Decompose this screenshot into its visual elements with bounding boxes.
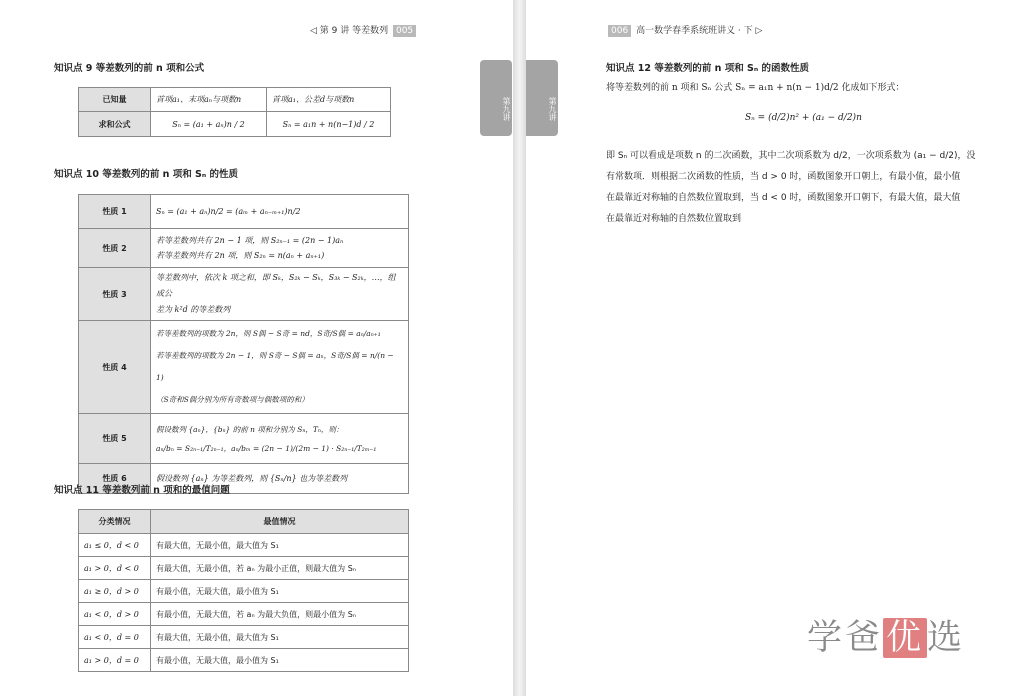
- kp9-table: [78, 87, 391, 137]
- kp10-title: 知识点 10 等差数列的前 n 项和 Sₙ 的性质: [54, 169, 238, 180]
- left-page-header: [310, 23, 418, 37]
- watermark-text: 选: [927, 618, 966, 658]
- kp10-line: （S奇和S偶分别为所有奇数项与偶数项的和）: [156, 395, 309, 404]
- kp12-line: 在最靠近对称轴的自然数位置取到，当 d < 0 时，函数图象开口朝下，有最大值，最大值: [606, 193, 961, 203]
- kp11-head-case: 分类情况: [79, 510, 151, 534]
- left-page-number: 005: [393, 25, 416, 37]
- table-row: [79, 626, 409, 649]
- kp10-label: 性质 3: [79, 268, 151, 321]
- kp10-label: 性质 5: [79, 414, 151, 464]
- table-row: [79, 88, 391, 112]
- kp10-line: 假设数列 {aₙ} 为等差数列，则 {Sₙ/n} 也为等差数列: [156, 474, 348, 483]
- kp11-result: 有最大值，无最小值，最大值为 S₁: [151, 626, 409, 649]
- kp9-cell: Sₙ = (a₁ + aₙ)n / 2: [151, 112, 267, 137]
- kp12-paragraph: [606, 146, 991, 230]
- kp10-line: Sₙ = (a₁ + aₙ)n/2 = (aₘ + aₙ₋ₘ₊₁)n/2: [156, 207, 301, 216]
- kp11-result: 有最大值，无最小值，最大值为 S₁: [151, 534, 409, 557]
- kp10-label: 性质 4: [79, 321, 151, 414]
- kp10-line: 差为 k²d 的等差数列: [156, 305, 231, 314]
- right-page-number: 006: [608, 25, 631, 37]
- right-arrow-icon: ▷: [755, 26, 763, 36]
- left-header-title: 第 9 讲 等差数列: [319, 26, 389, 36]
- kp11-result: 有最小值，无最大值，若 aₙ 为最大负值，则最小值为 Sₙ: [151, 603, 409, 626]
- kp9-cell: 首项a₁、末项aₙ与项数n: [151, 88, 267, 112]
- kp10-line: 假设数列 {aₙ}，{bₙ} 的前 n 项和分别为 Sₙ，Tₙ，则：: [156, 424, 344, 434]
- kp10-label: 性质 1: [79, 195, 151, 229]
- kp11-head-extreme: 最值情况: [151, 510, 409, 534]
- table-row: [79, 268, 409, 321]
- right-page: [526, 0, 1024, 696]
- kp10-line: aₙ/bₙ = S₂ₙ₋₁/T₂ₙ₋₁，aₙ/bₘ = (2n − 1)/(2m − 1) · S₂ₙ₋₁/T₂ₘ₋₁: [156, 443, 377, 453]
- left-arrow-icon: ◁: [310, 26, 317, 36]
- kp11-result: 有最大值，无最小值，若 aₙ 为最小正值，则最大值为 Sₙ: [151, 557, 409, 580]
- right-side-tab: 第九讲: [526, 60, 558, 136]
- kp10-label: 性质 2: [79, 229, 151, 268]
- kp9-cell: 首项a₁、公差d与项数n: [267, 88, 391, 112]
- right-page-header: [606, 23, 762, 37]
- table-row: [79, 580, 409, 603]
- table-row: [79, 229, 409, 268]
- kp9-label-known: 已知量: [79, 88, 151, 112]
- kp11-case: a₁ ≤ 0，d < 0: [79, 534, 151, 557]
- right-header-title: 高一数学春季系统班讲义 · 下: [636, 26, 753, 36]
- kp11-result: 有最小值，无最大值，最小值为 S₁: [151, 649, 409, 672]
- table-row: [79, 534, 409, 557]
- kp10-table: [78, 194, 409, 494]
- kp10-label: 性质 6: [79, 464, 151, 494]
- kp11-case: a₁ > 0，d < 0: [79, 557, 151, 580]
- table-row: [79, 112, 391, 137]
- kp11-title: 知识点 11 等差数列前 n 项和的最值问题: [54, 485, 230, 496]
- table-row: [79, 414, 409, 464]
- kp9-title: 知识点 9 等差数列的前 n 项和公式: [54, 63, 205, 74]
- kp11-case: a₁ < 0，d = 0: [79, 626, 151, 649]
- kp9-cell: Sₙ = a₁n + n(n−1)d / 2: [267, 112, 391, 137]
- kp11-case: a₁ ≥ 0，d > 0: [79, 580, 151, 603]
- table-row: [79, 603, 409, 626]
- kp10-line: 若等差数列共有 2n 项，则 S₂ₙ = n(aₙ + aₙ₊₁): [156, 251, 325, 260]
- watermark-text: 学爸: [807, 618, 884, 658]
- kp10-line: 若等差数列的项数为 2n，则 S偶 − S奇 = nd，S奇/S偶 = aₙ/aₙ₊₁: [156, 329, 381, 338]
- left-side-tab: 第九讲: [480, 60, 512, 136]
- book-gutter: [513, 0, 526, 696]
- kp11-result: 有最小值，无最大值，最小值为 S₁: [151, 580, 409, 603]
- kp12-formula: Sₙ = (d/2)n² + (a₁ − d/2)n: [745, 113, 862, 123]
- kp10-line: 等差数列中，依次 k 项之和，即 Sₖ，S₂ₖ − Sₖ，S₃ₖ − S₂ₖ，…，组成公: [156, 273, 396, 298]
- kp11-case: a₁ < 0，d > 0: [79, 603, 151, 626]
- table-row: [79, 321, 409, 414]
- kp11-case: a₁ > 0，d = 0: [79, 649, 151, 672]
- kp11-table: [78, 509, 409, 672]
- kp12-line: 在最靠近对称轴的自然数位置取到: [606, 214, 742, 224]
- kp12-line: 即 Sₙ 可以看成是项数 n 的二次函数，其中二次项系数为 d/2，一次项系数为 (a₁ − d/2)，没: [606, 151, 976, 161]
- table-header-row: [79, 510, 409, 534]
- table-row: [79, 649, 409, 672]
- kp12-line: 有常数项．则根据二次函数的性质，当 d > 0 时，函数图象开口朝上，有最小值，最小值: [606, 172, 961, 182]
- kp12-title: 知识点 12 等差数列的前 n 项和 Sₙ 的函数性质: [606, 63, 809, 74]
- table-row: [79, 195, 409, 229]
- watermark-box: 优: [883, 618, 927, 658]
- kp9-label-formula: 求和公式: [79, 112, 151, 137]
- kp12-intro: 将等差数列的前 n 项和 Sₙ 公式 Sₙ = a₁n + n(n − 1)d/2 化成如下形式：: [606, 83, 905, 93]
- kp10-line: 若等差数列的项数为 2n − 1，则 S奇 − S偶 = aₙ，S奇/S偶 = n/(n − 1): [156, 351, 394, 382]
- table-row: [79, 557, 409, 580]
- kp10-line: 若等差数列共有 2n − 1 项，则 S₂ₙ₋₁ = (2n − 1)aₙ: [156, 236, 344, 245]
- watermark-logo: [807, 610, 965, 660]
